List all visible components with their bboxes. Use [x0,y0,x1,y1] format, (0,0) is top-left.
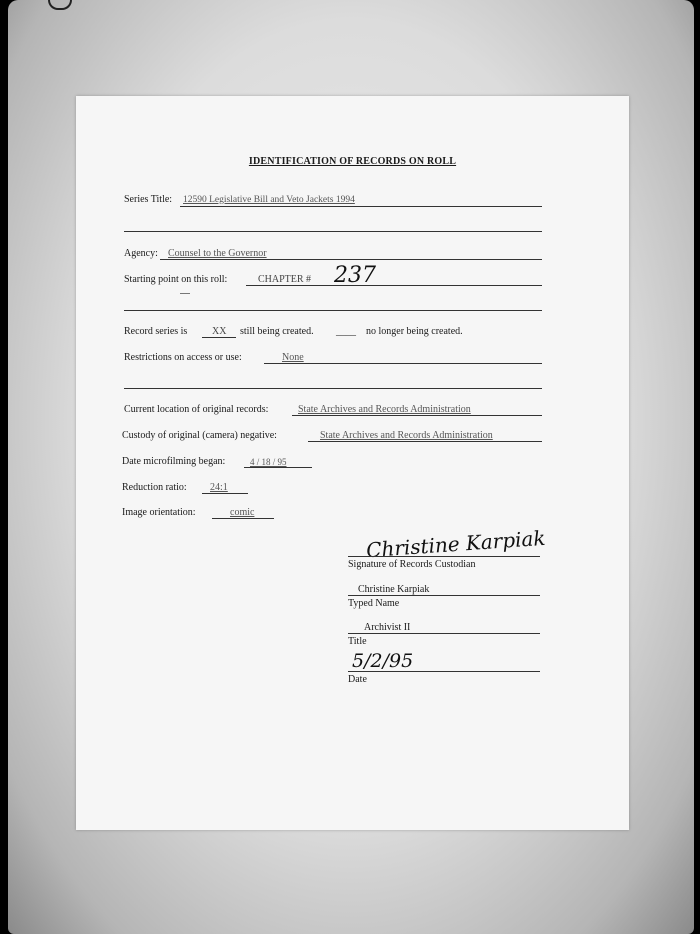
agency-value: Counsel to the Governor [168,248,267,259]
stray-mark [180,293,190,294]
signature-line [348,556,540,557]
starting-point-value: CHAPTER # [258,274,312,285]
record-series-label: Record series is [124,326,188,337]
restrictions-label: Restrictions on access or use: [124,352,242,363]
image-orientation-line [212,518,274,519]
current-location-value: State Archives and Records Administration [298,404,471,415]
title-line [348,633,540,634]
signature-label: Signature of Records Custodian [348,559,476,570]
still-created-blank [202,337,236,338]
current-location-label: Current location of original records: [124,404,269,415]
still-created-label: still being created. [240,326,314,337]
custodian-signature: Christine Karpiak [365,525,547,563]
reduction-ratio-label: Reduction ratio: [122,482,187,493]
custody-label: Custody of original (camera) negative: [122,430,277,441]
film-edge-mark [48,0,72,10]
title-value: Archivist II [364,622,411,633]
no-longer-label: no longer being created. [366,326,463,337]
reduction-ratio-line [202,493,248,494]
series-title-label: Series Title: [124,194,173,205]
date-began-value: 4 / 18 / 95 [250,457,287,467]
restrictions-value: None [282,352,304,363]
starting-point-handwritten: 237 [334,263,376,288]
typed-name-line [348,595,540,596]
date-began-label: Date microfilming began: [122,456,226,467]
date-began-line [244,467,312,468]
record-series-still-mark: XX [212,326,227,337]
series-title-value: 12590 Legislative Bill and Veto Jackets 1994 [183,195,355,205]
image-orientation-label: Image orientation: [122,507,196,518]
starting-point-line-2 [124,310,542,311]
custody-value: State Archives and Records Administration [320,430,493,441]
date-label: Date [348,674,367,685]
form-page [76,96,629,830]
title-label: Title [348,636,367,647]
starting-point-label: Starting point on this roll: [124,274,228,285]
restrictions-line-2 [124,388,542,389]
custody-line [308,441,542,442]
current-location-line [292,415,542,416]
agency-label: Agency: [124,248,158,259]
series-title-line [180,206,542,207]
no-longer-blank: ____ [336,326,356,337]
restrictions-line [264,363,542,364]
signed-date-value: 5/2/95 [352,650,414,672]
image-orientation-value: comic [230,507,255,518]
series-title-line-2 [124,231,542,232]
date-line [348,671,540,672]
reduction-ratio-value: 24:1 [210,482,228,493]
agency-line [160,259,542,260]
typed-name-value: Christine Karpiak [358,584,430,595]
typed-name-label: Typed Name [348,598,400,609]
starting-point-line [246,285,542,286]
form-title: IDENTIFICATION OF RECORDS ON ROLL [248,156,457,167]
